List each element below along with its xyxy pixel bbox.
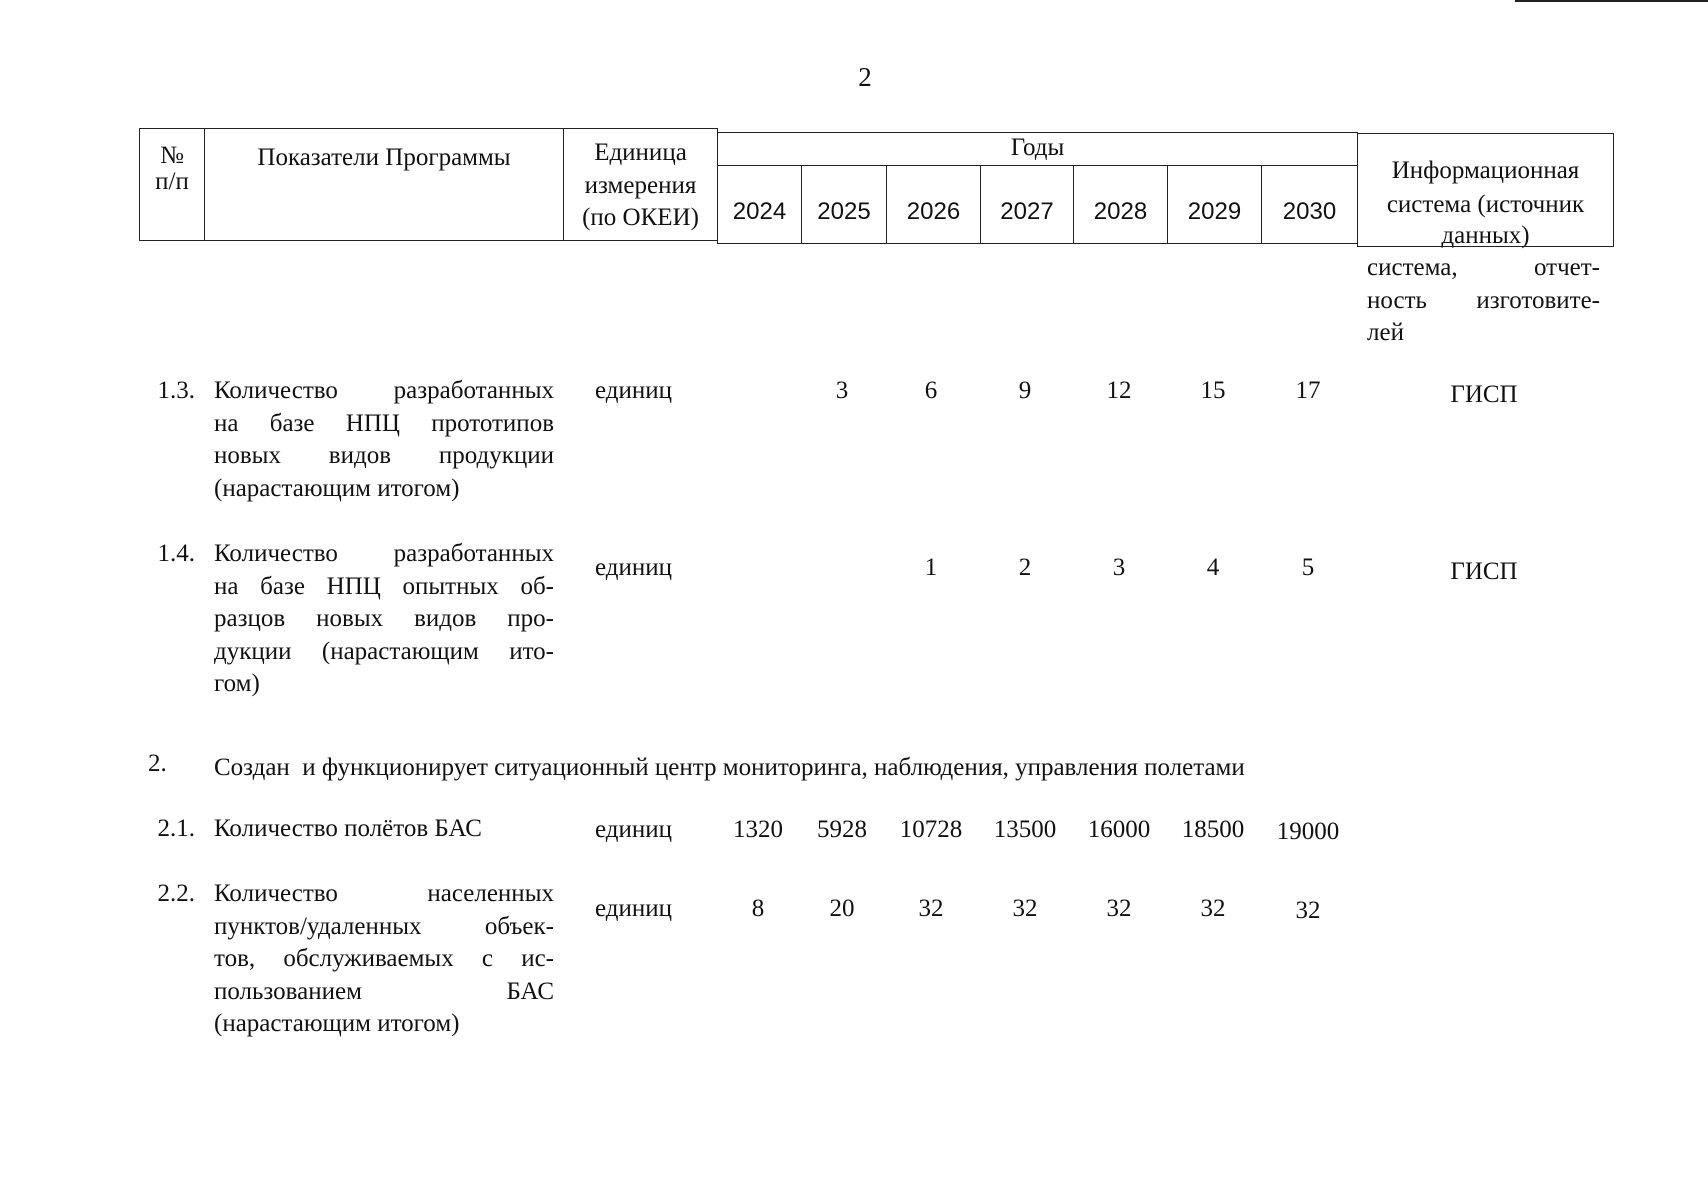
row-value: 1 (924, 554, 938, 581)
row-number: 1.4. (157, 540, 195, 567)
row-source: ГИСП (1450, 381, 1518, 408)
header-years-label: Годы (1010, 134, 1065, 161)
indicator-line: Количество разработанных (214, 377, 554, 404)
row-value: 5 (1301, 554, 1315, 581)
indicator-line: Количество полётов БАС (214, 815, 482, 842)
row-value: 16000 (1087, 816, 1151, 843)
header-num-cell (139, 128, 205, 241)
indicator-line: Количество разработанных (214, 540, 554, 567)
header-year-cell (1073, 165, 1168, 244)
row-value: 32 (918, 895, 944, 922)
row-value: 5928 (817, 816, 867, 843)
row-value: 10728 (899, 816, 963, 843)
header-year: 2025 (817, 198, 871, 225)
indicator-line: гом) (214, 670, 260, 697)
header-indicator-cell (204, 128, 564, 241)
row-indicator (214, 813, 554, 846)
row-value: 32 (1295, 897, 1321, 924)
row-value: 17 (1295, 377, 1321, 404)
header-year: 2029 (1187, 198, 1242, 225)
row-value: 18500 (1181, 816, 1245, 843)
indicator-line: на базе НПЦ опытных об- (214, 572, 554, 600)
indicator-line: новых видов продукции (214, 442, 554, 469)
row-value: 19000 (1276, 818, 1340, 845)
row-value: 3 (1112, 554, 1126, 581)
row-unit: единиц (595, 554, 673, 581)
indicator-line: (нарастающим итогом) (214, 474, 460, 502)
header-num-line: № (160, 142, 184, 169)
row-value: 32 (1200, 895, 1226, 922)
indicator-line: пользованием БАС (214, 977, 554, 1005)
carryover-line: система, отчет- (1367, 254, 1600, 281)
row-value: 4 (1206, 554, 1220, 581)
header-year: 2026 (906, 198, 961, 225)
row-value: 13500 (993, 816, 1057, 843)
page-number: 2 (858, 62, 872, 92)
row-source: ГИСП (1450, 558, 1518, 585)
row-value: 3 (835, 377, 849, 404)
header-unit-line: измерения (584, 172, 697, 199)
header-info-line: Информационная (1391, 157, 1580, 184)
section-title: Создан и функционирует ситуационный центр мониторинга, наблюдения, управления полетами (214, 754, 1245, 781)
row-value: 2 (1018, 554, 1032, 581)
row-value: 32 (1106, 895, 1132, 922)
header-year: 2027 (1000, 198, 1054, 225)
header-year: 2028 (1093, 198, 1148, 225)
row-number: 1.3. (157, 377, 195, 404)
row-indicator (214, 538, 554, 701)
row-unit: единиц (595, 895, 673, 922)
header-year-cell (1261, 165, 1358, 244)
row-value: 6 (924, 377, 938, 404)
row-number: 2.1. (157, 815, 195, 842)
row-value: 12 (1106, 377, 1132, 404)
indicator-line: Количество населенных (214, 880, 554, 907)
header-unit-cell (563, 128, 718, 241)
carryover-text (1367, 252, 1600, 350)
row-value: 9 (1018, 377, 1032, 404)
header-years-cell (717, 132, 1358, 166)
table-header (139, 128, 1615, 247)
header-unit-line: Единица (594, 139, 687, 166)
section-number: 2. (148, 750, 167, 777)
row-number: 2.2. (157, 880, 195, 907)
header-year-cell (886, 165, 981, 244)
carryover-line: лей (1367, 319, 1404, 346)
header-info-system-cell (1357, 133, 1614, 247)
header-year: 2024 (732, 198, 787, 225)
row-unit: единиц (595, 377, 673, 404)
indicator-line: пунктов/удаленных объек- (214, 912, 554, 940)
header-year: 2030 (1282, 198, 1337, 225)
indicator-line: тов, обслуживаемых с ис- (214, 945, 554, 972)
scan-corner-line (1515, 0, 1708, 2)
header-indicator: Показатели Программы (257, 144, 511, 171)
row-value: 15 (1200, 377, 1226, 404)
row-unit: единиц (595, 816, 673, 843)
header-year-cell (801, 165, 887, 244)
indicator-line: (нарастающим итогом) (214, 1010, 460, 1037)
row-value: 8 (751, 895, 765, 922)
header-year-cell (1167, 165, 1262, 244)
row-indicator (214, 878, 554, 1041)
indicator-line: на базе НПЦ прототипов (214, 409, 554, 437)
indicator-line: разцов новых видов про- (214, 605, 554, 632)
carryover-line: ность изготовите- (1367, 286, 1600, 314)
header-num-line: п/п (155, 168, 189, 195)
row-value: 1320 (733, 816, 783, 843)
header-info-line: данных) (1441, 222, 1530, 249)
header-info-line: система (источник (1386, 191, 1585, 218)
header-year-cell (717, 165, 802, 244)
header-unit-line: (по ОКЕИ) (582, 204, 699, 231)
row-value: 32 (1012, 895, 1038, 922)
indicator-line: дукции (нарастающим ито- (214, 637, 554, 665)
row-indicator (214, 375, 554, 505)
row-value: 20 (829, 895, 855, 922)
header-year-cell (980, 165, 1074, 244)
